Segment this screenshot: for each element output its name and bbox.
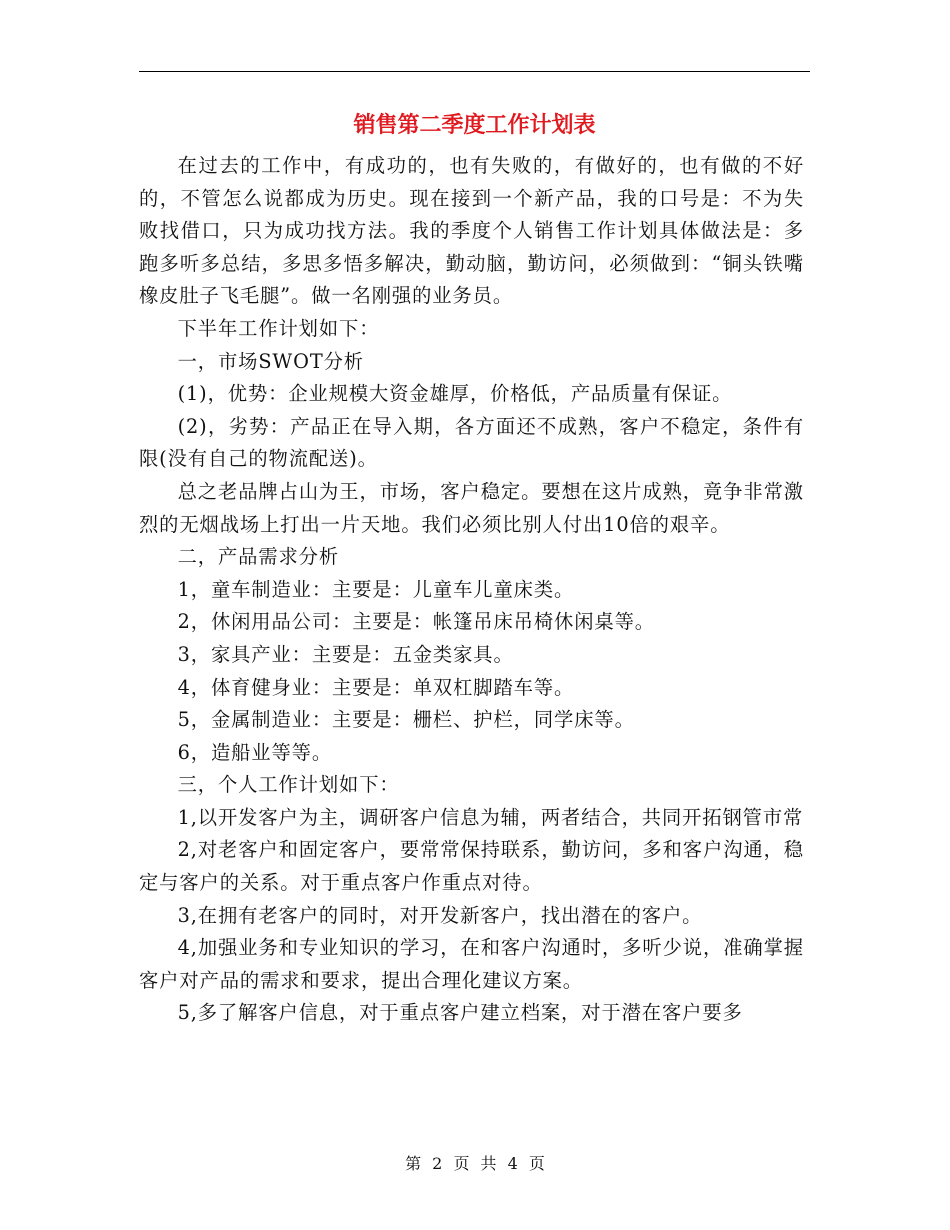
list-item: 1,以开发客户为主，调研客户信息为辅，两者结合，共同开拓钢管市常 xyxy=(177,805,804,829)
list-item: 6，造船业等等。 xyxy=(177,740,333,764)
list-item: 5，金属制造业：主要是：栅栏、护栏，同学床等。 xyxy=(177,708,635,732)
list-item: 4,加强业务和专业知识的学习，在和客户沟通时，多听少说，准确掌握客户对产品的需求和要求，提出合理化建议方案。 xyxy=(139,936,804,992)
list-item: 4，体育健身业：主要是：单双杠脚踏车等。 xyxy=(177,675,575,699)
paragraph-summary: 总之老品牌占山为王，市场，客户稳定。要想在这片成熟，竟争非常激烈的无烟战场上打出一片天地。我们必须比别人付出10倍的艰辛。 xyxy=(139,479,804,536)
paragraph-strengths: (1)，优势：企业规模大资金雄厚，价格低，产品质量有保证。 xyxy=(177,382,733,406)
page-number-footer: 第 2 页 共 4 页 xyxy=(405,1154,545,1173)
paragraph-intro: 在过去的工作中，有成功的，也有失败的，有做好的，也有做的不好的，不管怎么说都成为历史。现在接到一个新产品，我的口号是：不为失败找借口，只为成功找方法。我的季度个人销售工作计划具体做法是：多跑多听多总结，多思多悟多解决，勤动脑，勤访问，必须做到：“铜头铁嘴橡皮肚子飞毛腿”。做一名刚强的业务员。 xyxy=(139,154,804,308)
header-rule xyxy=(139,71,810,72)
document-title: 销售第二季度工作计划表 xyxy=(353,113,596,138)
paragraph-weaknesses: (2)，劣势：产品正在导入期，各方面还不成熟，客户不稳定，条件有限(没有自己的物流配送)。 xyxy=(139,414,804,471)
list-item: 1，童车制造业：主要是：儿童车儿童床类。 xyxy=(177,577,575,601)
list-item: 5,多了解客户信息，对于重点客户建立档案，对于潜在客户要多 xyxy=(177,1001,743,1025)
section-heading-demand: 二，产品需求分析 xyxy=(177,545,340,569)
list-item: 3，家具产业：主要是：五金类家具。 xyxy=(177,642,514,666)
list-item: 3,在拥有老客户的同时，对开发新客户，找出潜在的客户。 xyxy=(177,903,703,927)
list-item: 2，休闲用品公司：主要是：帐篷吊床吊椅休闲桌等。 xyxy=(177,610,655,634)
list-item: 2,对老客户和固定客户，要常常保持联系，勤访问，多和客户沟通，稳定与客户的关系。对于重点客户作重点对待。 xyxy=(139,838,804,895)
document-body xyxy=(139,150,804,1030)
section-heading-swot: 一，市场SWOT分析 xyxy=(177,349,364,373)
paragraph-plan-heading: 下半年工作计划如下： xyxy=(177,316,380,340)
section-heading-personal-plan: 三，个人工作计划如下： xyxy=(177,773,400,797)
